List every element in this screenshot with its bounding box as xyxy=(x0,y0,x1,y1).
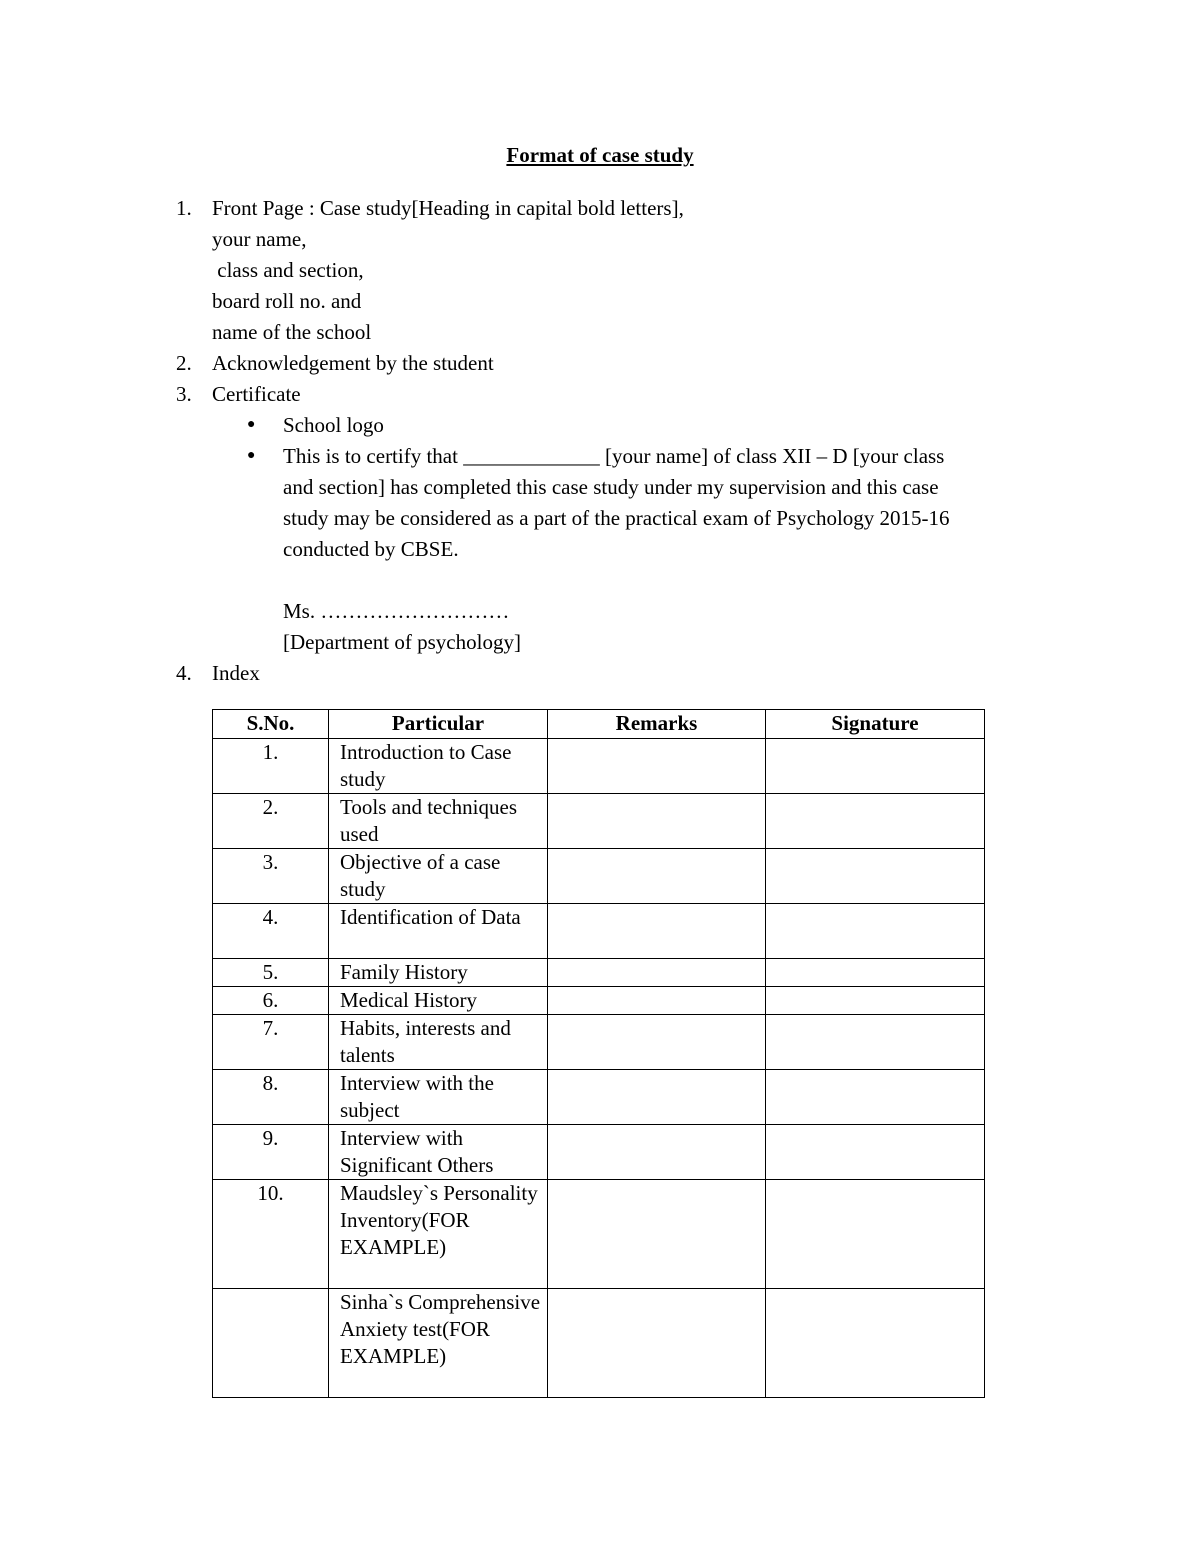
cell-remarks xyxy=(548,1289,766,1398)
header-signature: Signature xyxy=(766,710,985,739)
list-number: 3. xyxy=(176,382,192,406)
table-row xyxy=(213,904,985,959)
cell-sno: 8. xyxy=(213,1070,329,1125)
bullet-icon: ● xyxy=(247,417,256,432)
cell-sno: 3. xyxy=(213,849,329,904)
table-row xyxy=(213,794,985,849)
cell-remarks xyxy=(548,1125,766,1180)
bullet-text: and section] has completed this case study under my supervision and this case xyxy=(283,475,939,499)
signature-department: [Department of psychology] xyxy=(283,630,521,654)
cell-signature xyxy=(766,1125,985,1180)
cell-sno: 6. xyxy=(213,987,329,1015)
cell-sno: 1. xyxy=(213,739,329,794)
cell-remarks xyxy=(548,1070,766,1125)
header-sno: S.No. xyxy=(213,710,329,739)
table-row xyxy=(213,987,985,1015)
signature-name: Ms. ……………………… xyxy=(283,599,510,623)
list-number: 2. xyxy=(176,351,192,375)
cell-sno: 5. xyxy=(213,959,329,987)
list-number: 4. xyxy=(176,661,192,685)
cell-remarks xyxy=(548,849,766,904)
table-row xyxy=(213,1015,985,1070)
bullet-text: conducted by CBSE. xyxy=(283,537,459,561)
cell-sno: 10. xyxy=(213,1180,329,1289)
cell-signature xyxy=(766,1015,985,1070)
cell-particular: Habits, interests and talents xyxy=(329,1015,548,1070)
bullet-text: study may be considered as a part of the practical exam of Psychology 2015-16 xyxy=(283,506,950,530)
table-row xyxy=(213,1180,985,1289)
cell-signature xyxy=(766,959,985,987)
cell-remarks xyxy=(548,904,766,959)
table-row xyxy=(213,739,985,794)
list-item-text: Front Page : Case study[Heading in capital bold letters], xyxy=(212,196,684,220)
cell-signature xyxy=(766,739,985,794)
table-row xyxy=(213,849,985,904)
table-row xyxy=(213,1070,985,1125)
list-item-text: board roll no. and xyxy=(212,289,362,313)
cell-signature xyxy=(766,1180,985,1289)
cell-particular: Introduction to Case study xyxy=(329,739,548,794)
cell-remarks xyxy=(548,959,766,987)
cell-sno: 2. xyxy=(213,794,329,849)
cell-particular: Objective of a case study xyxy=(329,849,548,904)
list-item-text: Acknowledgement by the student xyxy=(212,351,494,375)
cell-particular: Interview with Significant Others xyxy=(329,1125,548,1180)
cell-particular: Tools and techniques used xyxy=(329,794,548,849)
cell-particular: Interview with the subject xyxy=(329,1070,548,1125)
bullet-text: School logo xyxy=(283,413,384,437)
index-table xyxy=(212,709,985,1398)
cell-signature xyxy=(766,987,985,1015)
bullet-text: This is to certify that _____________ [your name] of class XII – D [your class xyxy=(283,444,945,468)
cell-sno: 7. xyxy=(213,1015,329,1070)
cell-signature xyxy=(766,904,985,959)
table-row xyxy=(213,1125,985,1180)
cell-particular: Medical History xyxy=(329,987,548,1015)
list-item-text: your name, xyxy=(212,227,307,251)
cell-sno xyxy=(213,1289,329,1398)
bullet-icon: ● xyxy=(247,448,256,463)
cell-particular: Sinha`s Comprehensive Anxiety test(FOR EXAMPLE) xyxy=(329,1289,548,1398)
cell-signature xyxy=(766,849,985,904)
cell-sno: 4. xyxy=(213,904,329,959)
table-row xyxy=(213,1289,985,1398)
table-header-row xyxy=(213,710,985,739)
list-item-text: Certificate xyxy=(212,382,301,406)
cell-remarks xyxy=(548,1180,766,1289)
cell-signature xyxy=(766,1289,985,1398)
header-particular: Particular xyxy=(329,710,548,739)
header-remarks: Remarks xyxy=(548,710,766,739)
list-item-text: name of the school xyxy=(212,320,372,344)
cell-remarks xyxy=(548,794,766,849)
cell-remarks xyxy=(548,739,766,794)
cell-particular: Identification of Data xyxy=(329,904,548,959)
cell-particular: Maudsley`s Personality Inventory(FOR EXAMPLE) xyxy=(329,1180,548,1289)
cell-signature xyxy=(766,794,985,849)
list-item-text: Index xyxy=(212,661,260,685)
cell-signature xyxy=(766,1070,985,1125)
cell-remarks xyxy=(548,987,766,1015)
list-item-text: class and section, xyxy=(212,258,364,282)
list-number: 1. xyxy=(176,196,192,220)
table-row xyxy=(213,959,985,987)
cell-sno: 9. xyxy=(213,1125,329,1180)
cell-remarks xyxy=(548,1015,766,1070)
page-title: Format of case study xyxy=(506,143,694,167)
cell-particular: Family History xyxy=(329,959,548,987)
